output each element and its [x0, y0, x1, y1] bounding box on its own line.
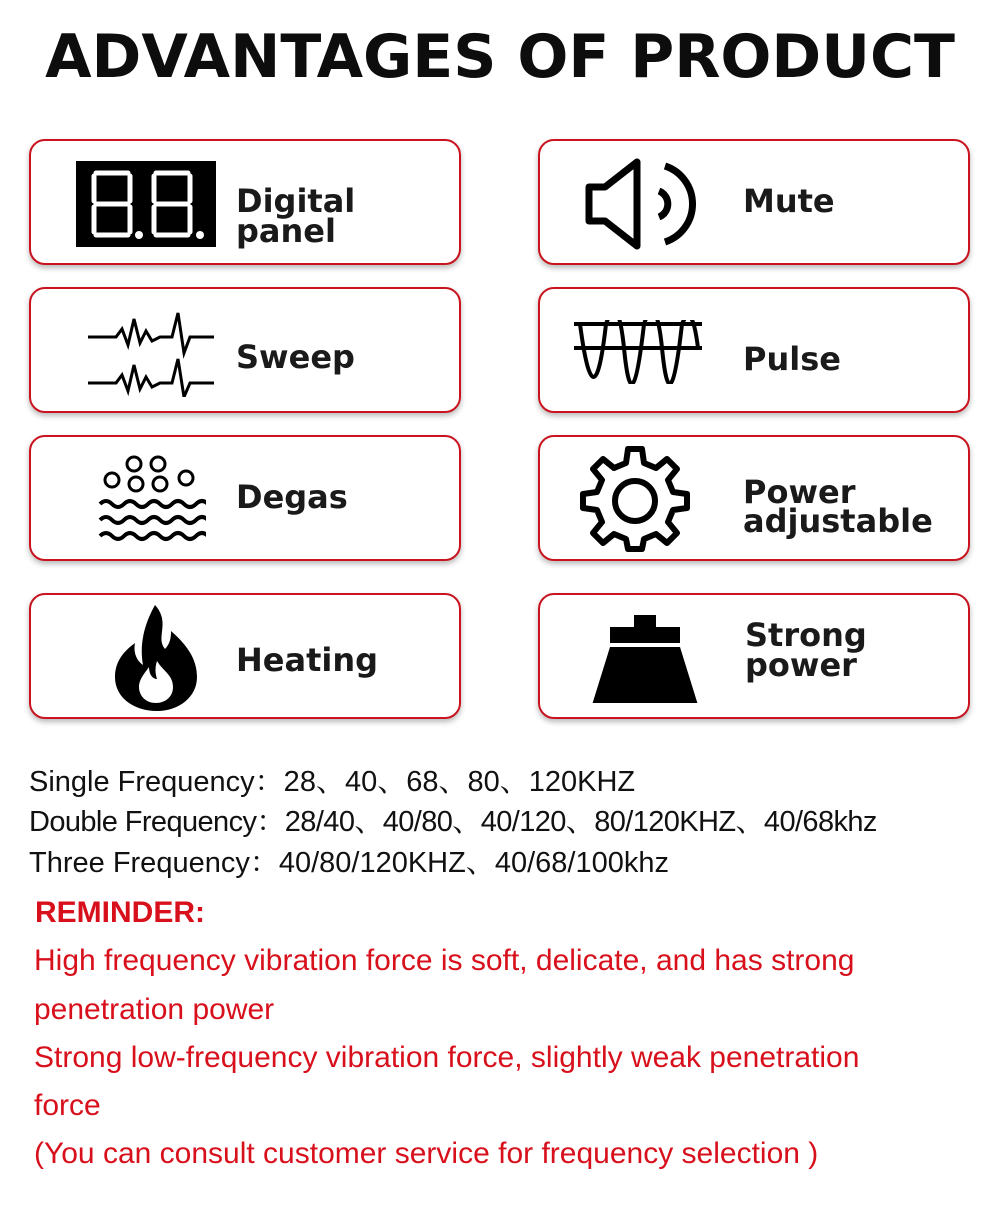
feature-label: Sweep [236, 338, 355, 376]
reminder-line: force [34, 1089, 101, 1122]
feature-label: Pulse [743, 340, 841, 378]
speaker-mute-icon [570, 141, 720, 267]
feature-label-line2: power [745, 646, 857, 684]
feature-card-pulse [538, 287, 970, 413]
feature-label: Digital panel [236, 182, 356, 250]
pulse-wave-icon [568, 289, 708, 415]
feature-card-sweep [29, 287, 461, 413]
feature-card-heating [29, 593, 461, 719]
feature-label: Mute [743, 182, 835, 220]
sweep-wave-icon [81, 289, 221, 415]
feature-label: Degas [236, 478, 348, 516]
feature-card-strong-power [538, 593, 970, 719]
flame-icon [81, 595, 231, 721]
feature-label-line1: Strong [745, 616, 867, 654]
feature-label-line1: Power [743, 473, 856, 511]
feature-card-digital-panel [29, 139, 461, 265]
reminder-line: Strong low-frequency vibration force, slightly weak penetration [34, 1041, 860, 1074]
page-title: ADVANTAGES OF PRODUCT [45, 22, 955, 92]
three-frequency-text: Three Frequency：40/80/120KHZ、40/68/100khz [29, 847, 669, 879]
gear-icon [560, 437, 710, 563]
feature-label: Heating [236, 641, 379, 679]
single-frequency-text: Single Frequency：28、40、68、80、120KHZ [29, 766, 636, 798]
feature-card-power-adjustable [538, 435, 970, 561]
feature-card-degas [29, 435, 461, 561]
digital-display-icon [71, 141, 221, 267]
double-frequency-text: Double Frequency：28/40、40/80、40/120、80/120KHZ、40/68khz [29, 806, 877, 838]
feature-card-mute [538, 139, 970, 265]
reminder-heading: REMINDER: [35, 896, 205, 929]
transducer-icon [570, 595, 720, 721]
bubbles-water-icon [86, 437, 216, 563]
feature-label-line2: adjustable [743, 502, 933, 540]
reminder-line: penetration power [34, 993, 275, 1026]
reminder-line: (You can consult customer service for frequency selection ) [34, 1137, 819, 1170]
reminder-line: High frequency vibration force is soft, delicate, and has strong [34, 944, 855, 977]
